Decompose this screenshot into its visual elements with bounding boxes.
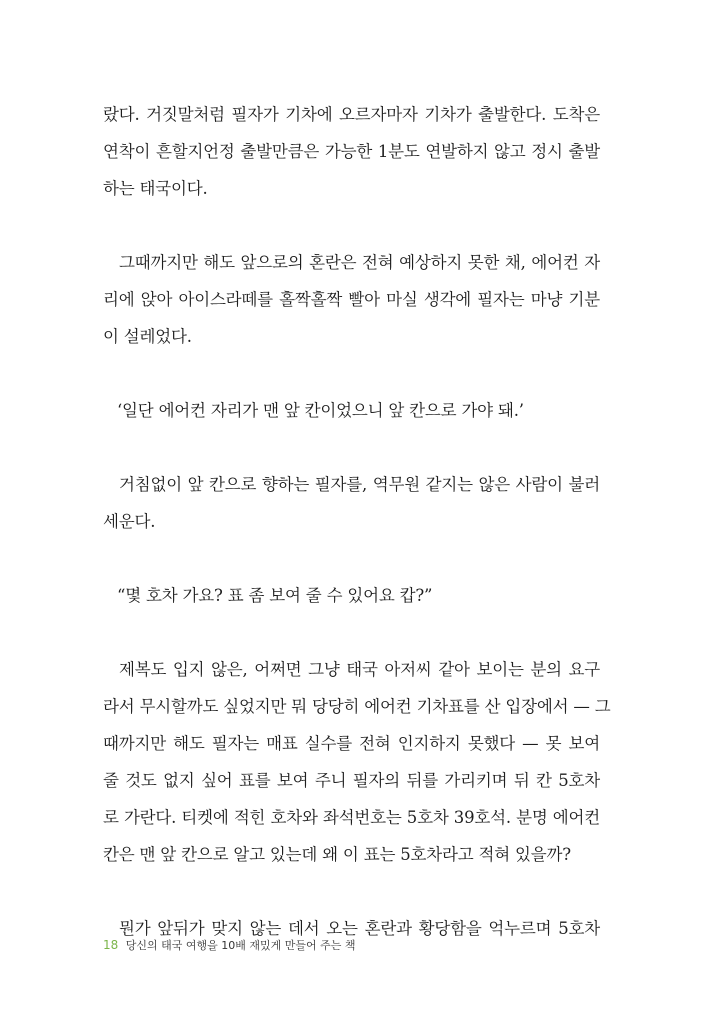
text-line: 이 설레었다. bbox=[103, 327, 192, 346]
text-line: ‘일단 에어컨 자리가 맨 앞 칸이었으니 앞 칸으로 가야 돼.’ bbox=[117, 401, 524, 420]
text-line: 뭔가 앞뒤가 맞지 않는 데서 오는 혼란과 황당함을 억누르며 5호차 bbox=[119, 919, 600, 938]
text-line: 거침없이 앞 칸으로 향하는 필자를, 역무원 같지는 않은 사람이 불러 bbox=[119, 475, 600, 494]
body-text bbox=[103, 96, 611, 947]
paragraph-2 bbox=[103, 244, 600, 355]
text-line: 그때까지만 해도 앞으로의 혼란은 전혀 예상하지 못한 채, 에어컨 자 bbox=[119, 253, 600, 272]
running-title: 당신의 태국 여행을 10배 재밌게 만들어 주는 책 bbox=[125, 939, 356, 952]
paragraph-1 bbox=[103, 96, 600, 207]
text-line: 줄 것도 없지 싶어 표를 보여 주니 필자의 뒤를 가리키며 뒤 칸 5호차 bbox=[103, 771, 600, 790]
text-line: 리에 앉아 아이스라떼를 홀짝홀짝 빨아 마실 생각에 필자는 마냥 기분 bbox=[103, 290, 600, 309]
paragraph-6 bbox=[103, 651, 611, 873]
text-line: 하는 태국이다. bbox=[103, 179, 208, 198]
paragraph-3 bbox=[103, 392, 600, 429]
text-line: 때까지만 해도 필자는 매표 실수를 전혀 인지하지 못했다 — 못 보여 bbox=[103, 734, 600, 753]
page-number: 18 bbox=[103, 938, 119, 952]
paragraph-5 bbox=[103, 577, 600, 614]
paragraph-gap bbox=[103, 207, 600, 244]
text-line: 제복도 입지 않은, 어쩌면 그냥 태국 아저씨 같아 보이는 분의 요구 bbox=[119, 660, 600, 679]
paragraph-gap bbox=[103, 429, 600, 466]
text-line: 연착이 흔할지언정 출발만큼은 가능한 1분도 연발하지 않고 정시 출발 bbox=[103, 142, 600, 161]
paragraph-gap bbox=[103, 540, 600, 577]
text-line: 로 가란다. 티켓에 적힌 호차와 좌석번호는 5호차 39호석. 분명 에어컨 bbox=[103, 808, 600, 827]
paragraph-gap bbox=[103, 614, 600, 651]
text-line: 칸은 맨 앞 칸으로 알고 있는데 왜 이 표는 5호차라고 적혀 있을까? bbox=[103, 845, 571, 864]
text-line: 세운다. bbox=[103, 512, 156, 531]
text-line: 라서 무시할까도 싶었지만 뭐 당당히 에어컨 기차표를 산 입장에서 — 그 bbox=[103, 697, 611, 716]
text-line: “몇 호차 가요? 표 좀 보여 줄 수 있어요 캅?” bbox=[117, 586, 433, 605]
paragraph-gap bbox=[103, 873, 600, 910]
paragraph-4 bbox=[103, 466, 600, 540]
page-footer bbox=[103, 938, 356, 953]
paragraph-gap bbox=[103, 355, 600, 392]
text-line: 랐다. 거짓말처럼 필자가 기차에 오르자마자 기차가 출발한다. 도착은 bbox=[103, 105, 600, 124]
